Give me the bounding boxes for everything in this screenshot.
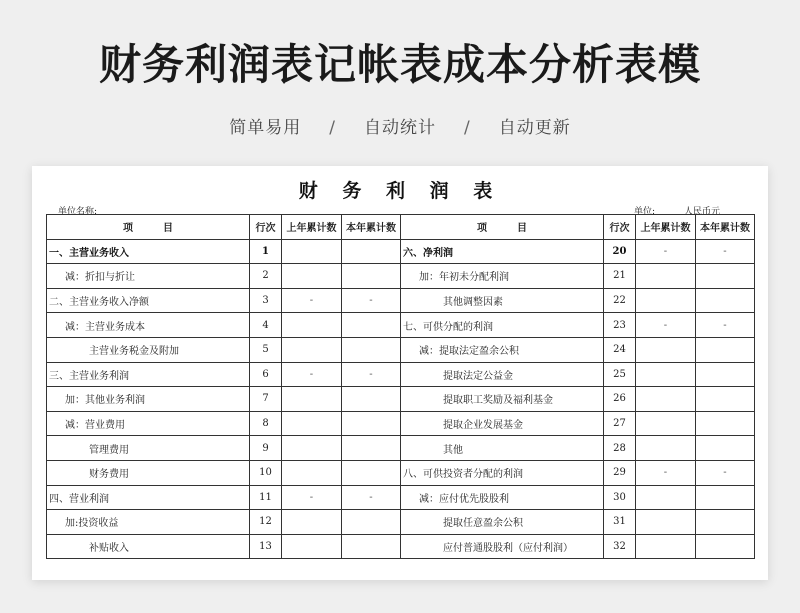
prev-year-amount[interactable] <box>282 337 342 362</box>
line-number: 21 <box>604 264 636 289</box>
unit-label: 单位: <box>634 207 656 217</box>
this-year-amount[interactable] <box>342 534 401 559</box>
this-year-amount[interactable] <box>342 264 401 289</box>
line-item-name: 提取任意盈余公积 <box>401 510 604 535</box>
this-year-amount[interactable] <box>696 264 755 289</box>
line-item-name: 提取职工奖励及福利基金 <box>401 387 604 412</box>
prev-year-amount[interactable] <box>636 485 696 510</box>
line-item-name: 加:投资收益 <box>47 510 250 535</box>
line-item-name: 加：其他业务利润 <box>47 387 250 412</box>
prev-year-amount[interactable] <box>636 436 696 461</box>
line-item-name: 七、可供分配的利润 <box>401 313 604 338</box>
table-row <box>47 337 755 362</box>
this-year-amount[interactable] <box>696 387 755 412</box>
col-header-prev-year: 上年累计数 <box>282 215 342 240</box>
line-item-name: 提取企业发展基金 <box>401 411 604 436</box>
this-year-amount[interactable] <box>342 239 401 264</box>
this-year-amount[interactable] <box>342 510 401 535</box>
tagline-separator: / <box>464 118 471 138</box>
line-item-name: 减：应付优先股股利 <box>401 485 604 510</box>
line-number: 13 <box>250 534 282 559</box>
table-row <box>47 411 755 436</box>
prev-year-amount[interactable] <box>636 288 696 313</box>
line-item-name: 提取法定公益金 <box>401 362 604 387</box>
this-year-amount[interactable] <box>342 411 401 436</box>
line-item-name: 主营业务税金及附加 <box>47 337 250 362</box>
this-year-amount[interactable]: - <box>342 485 401 510</box>
prev-year-amount[interactable]: - <box>636 460 696 485</box>
income-statement-sheet <box>32 166 768 580</box>
col-header-line-no: 行次 <box>250 215 282 240</box>
this-year-amount[interactable] <box>342 436 401 461</box>
line-number: 27 <box>604 411 636 436</box>
line-item-name: 八、可供投资者分配的利润 <box>401 460 604 485</box>
col-header-line-no: 行次 <box>604 215 636 240</box>
prev-year-amount[interactable] <box>282 387 342 412</box>
currency-label: 人民币元 <box>684 207 721 217</box>
line-item-name: 减：主营业务成本 <box>47 313 250 338</box>
line-number: 3 <box>250 288 282 313</box>
tagline <box>0 113 800 138</box>
table-row <box>47 387 755 412</box>
prev-year-amount[interactable] <box>636 534 696 559</box>
prev-year-amount[interactable] <box>282 436 342 461</box>
sheet-title: 财 务 利 润 表 <box>298 180 502 202</box>
unit-name-label: 单位名称: <box>58 207 98 217</box>
prev-year-amount[interactable] <box>282 313 342 338</box>
this-year-amount[interactable]: - <box>696 313 755 338</box>
line-number: 20 <box>604 239 636 264</box>
prev-year-amount[interactable]: - <box>636 313 696 338</box>
prev-year-amount[interactable] <box>636 510 696 535</box>
this-year-amount[interactable] <box>696 436 755 461</box>
col-header-prev-year: 上年累计数 <box>636 215 696 240</box>
line-number: 11 <box>250 485 282 510</box>
line-number: 6 <box>250 362 282 387</box>
line-item-name: 四、营业利润 <box>47 485 250 510</box>
line-number: 5 <box>250 337 282 362</box>
table-row <box>47 510 755 535</box>
col-header-item: 项 目 <box>47 215 250 240</box>
line-number: 12 <box>250 510 282 535</box>
prev-year-amount[interactable]: - <box>282 362 342 387</box>
this-year-amount[interactable] <box>696 337 755 362</box>
line-item-name: 一、主营业务收入 <box>47 239 250 264</box>
line-item-name: 减：折扣与折让 <box>47 264 250 289</box>
line-item-name: 其他 <box>401 436 604 461</box>
this-year-amount[interactable] <box>696 411 755 436</box>
prev-year-amount[interactable] <box>636 387 696 412</box>
tagline-auto-update: 自动更新 <box>498 118 571 138</box>
this-year-amount[interactable]: - <box>696 239 755 264</box>
prev-year-amount[interactable] <box>282 239 342 264</box>
table-header-row <box>47 215 755 240</box>
line-item-name: 减：提取法定盈余公积 <box>401 337 604 362</box>
line-number: 1 <box>250 239 282 264</box>
line-number: 28 <box>604 436 636 461</box>
line-number: 29 <box>604 460 636 485</box>
this-year-amount[interactable]: - <box>342 362 401 387</box>
this-year-amount[interactable] <box>696 510 755 535</box>
prev-year-amount[interactable] <box>636 337 696 362</box>
this-year-amount[interactable] <box>342 387 401 412</box>
page-title: 财务利润表记帐表成本分析表模 <box>98 40 701 89</box>
line-number: 10 <box>250 460 282 485</box>
this-year-amount[interactable] <box>696 534 755 559</box>
line-item-name: 加：年初未分配利润 <box>401 264 604 289</box>
table-row <box>47 460 755 485</box>
line-item-name: 其他调整因素 <box>401 288 604 313</box>
this-year-amount[interactable]: - <box>342 288 401 313</box>
line-number: 8 <box>250 411 282 436</box>
tagline-separator: / <box>329 118 336 138</box>
line-item-name: 财务费用 <box>47 460 250 485</box>
this-year-amount[interactable] <box>342 313 401 338</box>
line-number: 2 <box>250 264 282 289</box>
prev-year-amount[interactable] <box>282 411 342 436</box>
table-row <box>47 288 755 313</box>
prev-year-amount[interactable] <box>636 362 696 387</box>
prev-year-amount[interactable]: - <box>282 485 342 510</box>
line-item-name: 二、主营业务收入净额 <box>47 288 250 313</box>
line-item-name: 应付普通股股利（应付利润） <box>401 534 604 559</box>
tagline-easy: 简单易用 <box>229 118 302 138</box>
line-number: 24 <box>604 337 636 362</box>
this-year-amount[interactable] <box>342 460 401 485</box>
this-year-amount[interactable] <box>696 288 755 313</box>
line-item-name: 减：营业费用 <box>47 411 250 436</box>
income-statement-table <box>46 214 755 559</box>
line-number: 7 <box>250 387 282 412</box>
prev-year-amount[interactable] <box>282 510 342 535</box>
line-item-name: 三、主营业务利润 <box>47 362 250 387</box>
table-row <box>47 485 755 510</box>
table-row <box>47 534 755 559</box>
table-row <box>47 362 755 387</box>
prev-year-amount[interactable]: - <box>282 288 342 313</box>
prev-year-amount[interactable] <box>636 411 696 436</box>
this-year-amount[interactable] <box>696 362 755 387</box>
line-number: 31 <box>604 510 636 535</box>
col-header-item: 项 目 <box>401 215 604 240</box>
line-number: 9 <box>250 436 282 461</box>
col-header-this-year: 本年累计数 <box>696 215 755 240</box>
prev-year-amount[interactable] <box>636 264 696 289</box>
line-number: 26 <box>604 387 636 412</box>
table-row <box>47 264 755 289</box>
line-number: 32 <box>604 534 636 559</box>
col-header-this-year: 本年累计数 <box>342 215 401 240</box>
table-row <box>47 436 755 461</box>
this-year-amount[interactable] <box>696 485 755 510</box>
prev-year-amount[interactable] <box>282 460 342 485</box>
line-number: 22 <box>604 288 636 313</box>
line-number: 25 <box>604 362 636 387</box>
this-year-amount[interactable]: - <box>696 460 755 485</box>
prev-year-amount[interactable] <box>282 534 342 559</box>
line-number: 30 <box>604 485 636 510</box>
prev-year-amount[interactable] <box>282 264 342 289</box>
line-item-name: 六、净利润 <box>401 239 604 264</box>
tagline-auto-stats: 自动统计 <box>364 118 436 138</box>
prev-year-amount[interactable]: - <box>636 239 696 264</box>
table-row <box>47 313 755 338</box>
line-item-name: 补贴收入 <box>47 534 250 559</box>
line-number: 4 <box>250 313 282 338</box>
line-item-name: 管理费用 <box>47 436 250 461</box>
line-number: 23 <box>604 313 636 338</box>
table-row <box>47 239 755 264</box>
this-year-amount[interactable] <box>342 337 401 362</box>
